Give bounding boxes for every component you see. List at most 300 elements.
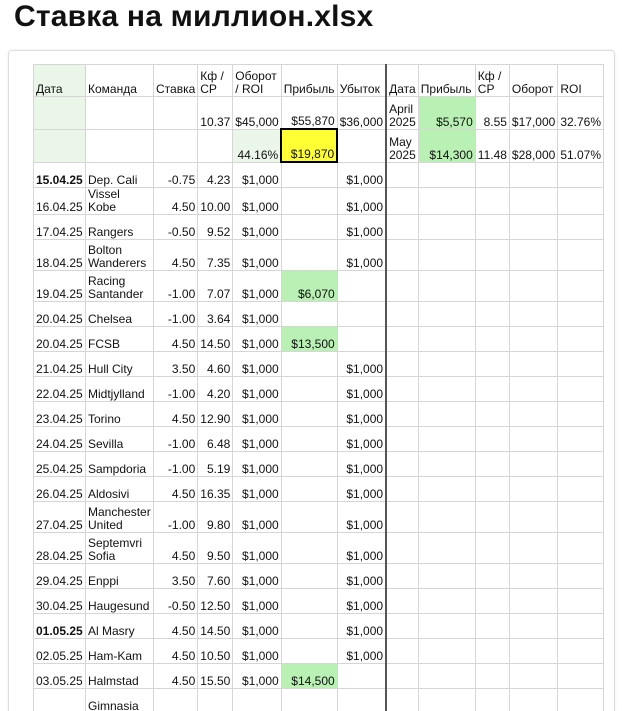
cell-pribyl[interactable]: $6,070 [281,271,337,302]
cell[interactable] [558,533,604,564]
cell-pribyl[interactable] [281,477,337,502]
cell[interactable] [558,215,604,240]
cell-oborot[interactable]: $1,000 [233,188,281,215]
cell-date[interactable]: 28.04.25 [34,533,86,564]
table-row [34,402,604,427]
cell[interactable] [509,402,557,427]
cell[interactable] [509,302,557,327]
cell[interactable] [475,564,509,589]
table-row [34,664,604,689]
cell-team[interactable]: FCSB [86,327,154,352]
table-row [34,589,604,614]
cell-pribyl[interactable] [281,589,337,614]
cell[interactable] [509,188,557,215]
cell[interactable] [418,302,475,327]
cell-oborot[interactable]: $1,000 [233,215,281,240]
cell-oborot[interactable]: $1,000 [233,352,281,377]
cell[interactable] [558,188,604,215]
cell-oborot[interactable]: $1,000 [233,477,281,502]
cell[interactable]: $17,000 [509,97,557,130]
cell[interactable] [558,452,604,477]
cell-date[interactable]: 19.04.25 [34,271,86,302]
cell-ubytok[interactable]: $1,000 [337,215,386,240]
cell-team[interactable]: Sampdoria [86,452,154,477]
cell[interactable]: May 2025 [386,129,418,162]
cell-team[interactable]: Vissel Kobe [86,188,154,215]
cell[interactable] [475,240,509,271]
cell-kf[interactable]: 7.35 [198,240,233,271]
cell-kf[interactable]: 14.50 [198,614,233,639]
cell-ubytok[interactable]: $1,000 [337,240,386,271]
cell[interactable] [509,271,557,302]
summary-row-2 [34,129,604,162]
cell[interactable] [418,427,475,452]
cell[interactable]: $45,000 [233,97,281,130]
header-row [34,65,604,97]
cell-oborot[interactable]: $1,000 [233,162,281,188]
header-cell[interactable]: Прибыль [281,65,337,97]
cell[interactable] [509,377,557,402]
cell[interactable]: 44.16% [233,129,281,162]
cell-pribyl[interactable] [281,162,337,188]
cell[interactable] [558,564,604,589]
cell[interactable] [386,589,418,614]
cell-team[interactable]: Halmstad [86,664,154,689]
cell-stake[interactable]: -1.00 [154,377,198,402]
cell-pribyl[interactable] [281,402,337,427]
cell[interactable] [386,502,418,533]
cell-date[interactable]: 16.04.25 [34,188,86,215]
cell-date[interactable]: 15.04.25 [34,162,86,188]
cell-oborot[interactable]: $1,000 [233,271,281,302]
cell[interactable]: $28,000 [509,129,557,162]
cell-pribyl[interactable] [281,502,337,533]
cell-pribyl[interactable] [281,533,337,564]
cell-pribyl[interactable] [281,240,337,271]
cell[interactable] [509,215,557,240]
cell-ubytok[interactable]: $1,000 [337,589,386,614]
cell-pribyl[interactable] [281,639,337,664]
table-row [34,614,604,639]
cell[interactable] [475,188,509,215]
cell-ubytok[interactable]: $1,000 [337,402,386,427]
header-cell[interactable]: Оборот [509,65,557,97]
cell[interactable] [418,452,475,477]
cell[interactable] [558,639,604,664]
cell-ubytok[interactable]: $1,000 [337,533,386,564]
cell[interactable] [418,614,475,639]
cell[interactable]: $14,300 [418,129,475,162]
cell-kf[interactable]: 12.90 [198,402,233,427]
cell[interactable] [386,639,418,664]
cell-ubytok[interactable] [337,664,386,689]
cell-ubytok[interactable]: $1,000 [337,452,386,477]
cell-ubytok[interactable] [337,327,386,352]
cell-stake[interactable]: 4.50 [154,402,198,427]
header-cell[interactable]: ROI [558,65,604,97]
header-cell[interactable]: Кф / СР [198,65,233,97]
cell[interactable] [198,129,233,162]
data-rows [34,162,604,711]
cell[interactable] [34,97,86,130]
cell[interactable] [558,162,604,188]
cell-pribyl[interactable]: $14,500 [281,664,337,689]
cell[interactable] [558,589,604,614]
cell-oborot[interactable]: $1,000 [233,302,281,327]
cell-date[interactable]: 03.05.25 [34,664,86,689]
cell[interactable] [86,129,154,162]
cell-date[interactable]: 29.04.25 [34,564,86,589]
cell-kf[interactable]: 7.60 [198,564,233,589]
cell[interactable] [418,564,475,589]
cell[interactable] [509,589,557,614]
cell-oborot[interactable]: $1,000 [233,664,281,689]
cell[interactable] [418,502,475,533]
cell-team[interactable]: Manchester United [86,502,154,533]
cell[interactable] [475,327,509,352]
cell[interactable] [558,477,604,502]
cell-team[interactable]: Sevilla [86,427,154,452]
cell-stake[interactable]: 3.50 [154,564,198,589]
cell[interactable] [475,589,509,614]
cell-ubytok[interactable]: $1,000 [337,502,386,533]
cell[interactable] [475,427,509,452]
cell[interactable] [558,377,604,402]
cell-team[interactable]: Bolton Wanderers [86,240,154,271]
cell-team[interactable]: Al Masry [86,614,154,639]
cell-pribyl[interactable] [281,452,337,477]
cell[interactable] [509,639,557,664]
cell[interactable] [386,188,418,215]
cell-stake[interactable]: -1.00 [154,271,198,302]
cell-oborot[interactable]: $1,000 [233,327,281,352]
cell[interactable] [475,614,509,639]
cell-ubytok[interactable]: $1,000 [337,639,386,664]
cell[interactable] [386,614,418,639]
table-row [34,477,604,502]
cell[interactable] [475,533,509,564]
cell[interactable] [386,452,418,477]
cell-stake[interactable]: -1.00 [154,502,198,533]
table-row [34,427,604,452]
cell[interactable] [475,271,509,302]
summary-row-1 [34,97,604,130]
cell-stake[interactable]: 4.50 [154,639,198,664]
cell[interactable] [475,452,509,477]
cell[interactable] [475,502,509,533]
cell[interactable] [475,402,509,427]
cell-kf[interactable]: 10.00 [198,188,233,215]
cell-team[interactable]: Dep. Cali [86,162,154,188]
cell[interactable] [509,533,557,564]
cell-date[interactable]: 27.04.25 [34,502,86,533]
table-row [34,533,604,564]
cell-kf[interactable]: 10.50 [198,639,233,664]
cell-stake[interactable]: -1.00 [154,452,198,477]
cell[interactable] [509,352,557,377]
cell-ubytok[interactable]: $1,000 [337,564,386,589]
cell[interactable] [418,162,475,188]
cell-stake[interactable]: 4.50 [154,327,198,352]
cell[interactable] [418,402,475,427]
cell-kf[interactable]: 9.52 [198,215,233,240]
cell[interactable] [418,639,475,664]
table-row [34,162,604,188]
cell-stake[interactable]: 4.50 [154,664,198,689]
cell-date[interactable]: 26.04.25 [34,477,86,502]
cell[interactable] [509,664,557,689]
table-row [34,564,604,589]
cell-stake[interactable]: -0.50 [154,589,198,614]
cell-kf[interactable]: 4.60 [198,352,233,377]
cell-date[interactable]: 20.04.25 [34,327,86,352]
cell-oborot[interactable]: $1,000 [233,377,281,402]
cell[interactable] [509,477,557,502]
cell-ubytok[interactable]: $1,000 [337,477,386,502]
cell-oborot[interactable]: $1,000 [233,427,281,452]
cell-date[interactable]: 24.04.25 [34,427,86,452]
cell-stake[interactable]: 4.50 [154,533,198,564]
cell[interactable] [509,327,557,352]
cell-oborot[interactable]: $1,000 [233,533,281,564]
cell-oborot[interactable]: $1,000 [233,589,281,614]
cell[interactable]: $36,000 [337,97,386,130]
cell[interactable]: April 2025 [386,97,418,130]
table-row [34,452,604,477]
cell-team[interactable]: Hull City [86,352,154,377]
cell[interactable] [475,162,509,188]
cell-stake[interactable]: 4.50 [154,477,198,502]
cell-team[interactable]: Rangers [86,215,154,240]
cell-date[interactable]: 22.04.25 [34,377,86,402]
cell[interactable] [509,452,557,477]
cell-date[interactable]: 01.05.25 [34,614,86,639]
table-row [34,639,604,664]
cell[interactable] [475,352,509,377]
table-row [34,352,604,377]
cell[interactable] [386,402,418,427]
cell-kf[interactable]: 14.50 [198,327,233,352]
header-cell[interactable]: Ставка [154,65,198,97]
cell[interactable] [34,129,86,162]
cell-oborot[interactable]: $1,000 [233,614,281,639]
cell-kf[interactable]: 12.50 [198,589,233,614]
cell[interactable] [86,97,154,130]
table-row [34,188,604,215]
cell-stake[interactable]: 4.50 [154,188,198,215]
cell[interactable] [558,271,604,302]
cell[interactable] [154,129,198,162]
cell[interactable] [558,327,604,352]
cell-pribyl[interactable] [281,427,337,452]
cell[interactable] [418,664,475,689]
cell-pribyl[interactable] [281,215,337,240]
cell[interactable] [418,477,475,502]
cell-oborot[interactable]: $1,000 [233,639,281,664]
cell-kf[interactable]: 7.07 [198,271,233,302]
cell-date[interactable]: 17.04.25 [34,215,86,240]
cell[interactable]: $55,870 [281,97,337,130]
cell[interactable] [558,502,604,533]
cell[interactable] [386,533,418,564]
cell[interactable] [386,477,418,502]
cell[interactable]: $19,870 [281,129,337,162]
cell-kf[interactable]: 6.48 [198,427,233,452]
cell[interactable] [475,477,509,502]
cell[interactable] [418,327,475,352]
cell-kf[interactable]: 15.50 [198,664,233,689]
cell[interactable] [418,188,475,215]
cell-team[interactable]: Racing Santander [86,271,154,302]
cell-oborot[interactable]: $1,000 [233,564,281,589]
cell[interactable] [386,664,418,689]
header-cell[interactable]: Кф / СР [475,65,509,97]
header-cell[interactable]: Дата [34,65,86,97]
cell[interactable] [418,589,475,614]
cell-date[interactable]: 02.05.25 [34,639,86,664]
cell-ubytok[interactable] [337,271,386,302]
cell-ubytok[interactable]: $1,000 [337,352,386,377]
cell[interactable] [475,639,509,664]
cell[interactable] [386,302,418,327]
cell-date[interactable]: 23.04.25 [34,402,86,427]
cell-date[interactable]: 18.04.25 [34,240,86,271]
cell-team[interactable]: Septemvri Sofia [86,533,154,564]
cell[interactable] [386,564,418,589]
cell[interactable] [509,162,557,188]
cell-date[interactable]: 30.04.25 [34,589,86,614]
cell[interactable] [475,664,509,689]
cell[interactable]: 11.48 [475,129,509,162]
cell-team[interactable]: Chelsea [86,302,154,327]
cell-ubytok[interactable]: $1,000 [337,162,386,188]
cell-stake[interactable]: 4.50 [154,614,198,639]
cell-kf[interactable]: 16.35 [198,477,233,502]
cell[interactable] [337,129,386,162]
cell-oborot[interactable]: $1,000 [233,452,281,477]
cell[interactable] [386,215,418,240]
cell-date[interactable]: 21.04.25 [34,352,86,377]
cell-stake[interactable]: 3.50 [154,352,198,377]
cell[interactable] [418,377,475,402]
header-cell[interactable]: Дата [386,65,418,97]
cell-oborot[interactable]: $1,000 [233,402,281,427]
cell-kf[interactable]: 9.50 [198,533,233,564]
cell[interactable] [558,402,604,427]
cell-ubytok[interactable]: $1,000 [337,377,386,402]
cell[interactable] [475,215,509,240]
cell[interactable]: 10.37 [198,97,233,130]
cell-stake[interactable]: -0.50 [154,215,198,240]
cell-pribyl[interactable] [281,352,337,377]
cell[interactable] [558,614,604,639]
table-row [34,271,604,302]
cell-ubytok[interactable]: $1,000 [337,427,386,452]
cell[interactable] [558,302,604,327]
spreadsheet-table [33,64,604,711]
cell-team[interactable]: Torino [86,402,154,427]
cell-team[interactable]: Enppi [86,564,154,589]
table-row [34,302,604,327]
cell[interactable] [418,240,475,271]
cell[interactable]: $5,570 [418,97,475,130]
cell[interactable] [509,614,557,639]
cell[interactable]: 8.55 [475,97,509,130]
cell[interactable] [418,215,475,240]
cell-pribyl[interactable] [281,564,337,589]
cell[interactable] [558,352,604,377]
cell[interactable] [386,427,418,452]
header-cell[interactable]: Прибыль [418,65,475,97]
header-cell[interactable]: Команда [86,65,154,97]
cell[interactable] [558,427,604,452]
cell-date[interactable]: 20.04.25 [34,302,86,327]
cell[interactable] [418,352,475,377]
cell[interactable] [386,162,418,188]
cell[interactable] [386,271,418,302]
cell-pribyl[interactable] [281,377,337,402]
cell-team[interactable]: Aldosivi [86,477,154,502]
cell[interactable] [386,377,418,402]
cell[interactable] [386,327,418,352]
table-row [34,327,604,352]
cell-team[interactable]: Haugesund [86,589,154,614]
cell[interactable] [509,564,557,589]
cell[interactable]: 32.76% [558,97,604,130]
cell-kf[interactable]: 5.19 [198,452,233,477]
cell-ubytok[interactable]: $1,000 [337,188,386,215]
cell-team[interactable]: Gimnasia [86,689,154,711]
cell-kf[interactable]: 3.64 [198,302,233,327]
cell-kf[interactable]: 9.80 [198,502,233,533]
cell-stake[interactable]: 4.50 [154,240,198,271]
table-row [34,240,604,271]
cell-ubytok[interactable]: $1,000 [337,614,386,639]
cell-pribyl[interactable]: $13,500 [281,327,337,352]
cell[interactable] [558,240,604,271]
cell-pribyl[interactable] [281,302,337,327]
cell[interactable] [475,302,509,327]
cell[interactable] [475,377,509,402]
cell[interactable] [386,240,418,271]
cell[interactable]: 51.07% [558,129,604,162]
header-cell[interactable]: Убыток [337,65,386,97]
cell-stake[interactable]: -1.00 [154,427,198,452]
cell[interactable] [509,427,557,452]
cell[interactable] [418,271,475,302]
table-row [34,502,604,533]
cell-date[interactable]: 25.04.25 [34,452,86,477]
cell-oborot[interactable]: $1,000 [233,240,281,271]
cell-team[interactable]: Ham-Kam [86,639,154,664]
cell[interactable] [509,240,557,271]
cell[interactable] [509,502,557,533]
cell-stake[interactable]: -0.75 [154,162,198,188]
cell-kf[interactable]: 4.20 [198,377,233,402]
cell-team[interactable]: Midtjylland [86,377,154,402]
cell[interactable] [418,533,475,564]
cell[interactable] [386,352,418,377]
cell-pribyl[interactable] [281,188,337,215]
cell-stake[interactable]: -1.00 [154,302,198,327]
cell[interactable] [154,97,198,130]
cell-kf[interactable]: 4.23 [198,162,233,188]
cell[interactable] [558,664,604,689]
header-cell[interactable]: Оборот / ROI [233,65,281,97]
cell-oborot[interactable]: $1,000 [233,502,281,533]
cell-pribyl[interactable] [281,614,337,639]
cell-ubytok[interactable] [337,302,386,327]
